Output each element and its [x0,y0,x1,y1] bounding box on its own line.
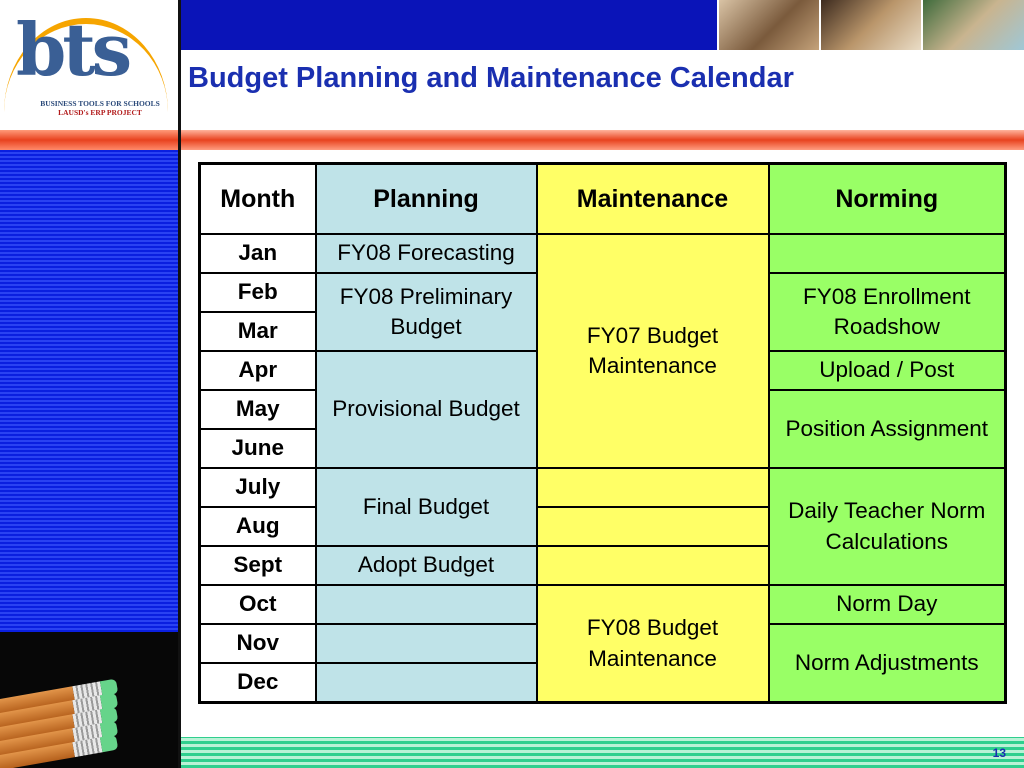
sidebar-blue-band [0,150,178,632]
classroom-photo-1 [717,0,819,50]
month-aug: Aug [200,507,316,546]
header-norming: Norming [769,164,1006,235]
norming-norm-day: Norm Day [769,585,1006,624]
calendar-table [198,162,1007,704]
classroom-photo-3 [921,0,1024,50]
pencils-image [0,632,178,768]
maintenance-empty-aug [537,507,769,546]
page-title: Budget Planning and Maintenance Calendar [188,62,794,94]
maintenance-empty-july [537,468,769,507]
planning-adopt-budget: Adopt Budget [316,546,537,585]
header-planning: Planning [316,164,537,235]
header-bar [181,0,717,50]
logo-tagline-text: BUSINESS TOOLS FOR SCHOOLS [40,99,160,108]
logo-text: bts [16,7,129,92]
norming-position-assignment: Position Assignment [769,390,1006,468]
logo [0,0,178,130]
norming-empty-jan [769,234,1006,273]
norming-enrollment-roadshow: FY08 Enrollment Roadshow [769,273,1006,351]
table-row [200,234,1006,273]
month-mar: Mar [200,312,316,351]
norming-upload-post: Upload / Post [769,351,1006,390]
month-sept: Sept [200,546,316,585]
table-header-row [200,164,1006,235]
logo-tagline [30,100,170,117]
header-photo-strip [717,0,1024,50]
planning-provisional-budget: Provisional Budget [316,351,537,468]
month-june: June [200,429,316,468]
month-nov: Nov [200,624,316,663]
planning-empty-oct [316,585,537,624]
maintenance-fy08: FY08 Budget Maintenance [537,585,769,703]
month-may: May [200,390,316,429]
month-apr: Apr [200,351,316,390]
table-row [200,468,1006,507]
sidebar-red-band [0,130,178,150]
planning-fy08-forecasting: FY08 Forecasting [316,234,537,273]
planning-fy08-preliminary: FY08 Preliminary Budget [316,273,537,351]
maintenance-fy07: FY07 Budget Maintenance [537,234,769,468]
logo-subtitle: LAUSD's ERP PROJECT [58,107,142,117]
title-rule [181,130,1024,150]
sidebar-divider [178,0,181,768]
month-july: July [200,468,316,507]
sidebar [0,0,178,768]
header-month: Month [200,164,316,235]
norming-daily-teacher-norm: Daily Teacher Norm Calculations [769,468,1006,585]
planning-empty-nov [316,624,537,663]
slide-number: 13 [992,746,1006,760]
planning-final-budget: Final Budget [316,468,537,546]
norming-norm-adjustments: Norm Adjustments [769,624,1006,703]
footer-bar [181,737,1024,768]
planning-empty-dec [316,663,537,703]
month-dec: Dec [200,663,316,703]
classroom-photo-2 [819,0,921,50]
month-oct: Oct [200,585,316,624]
maintenance-empty-sept [537,546,769,585]
month-feb: Feb [200,273,316,312]
table-row [200,585,1006,624]
header-maintenance: Maintenance [537,164,769,235]
month-jan: Jan [200,234,316,273]
